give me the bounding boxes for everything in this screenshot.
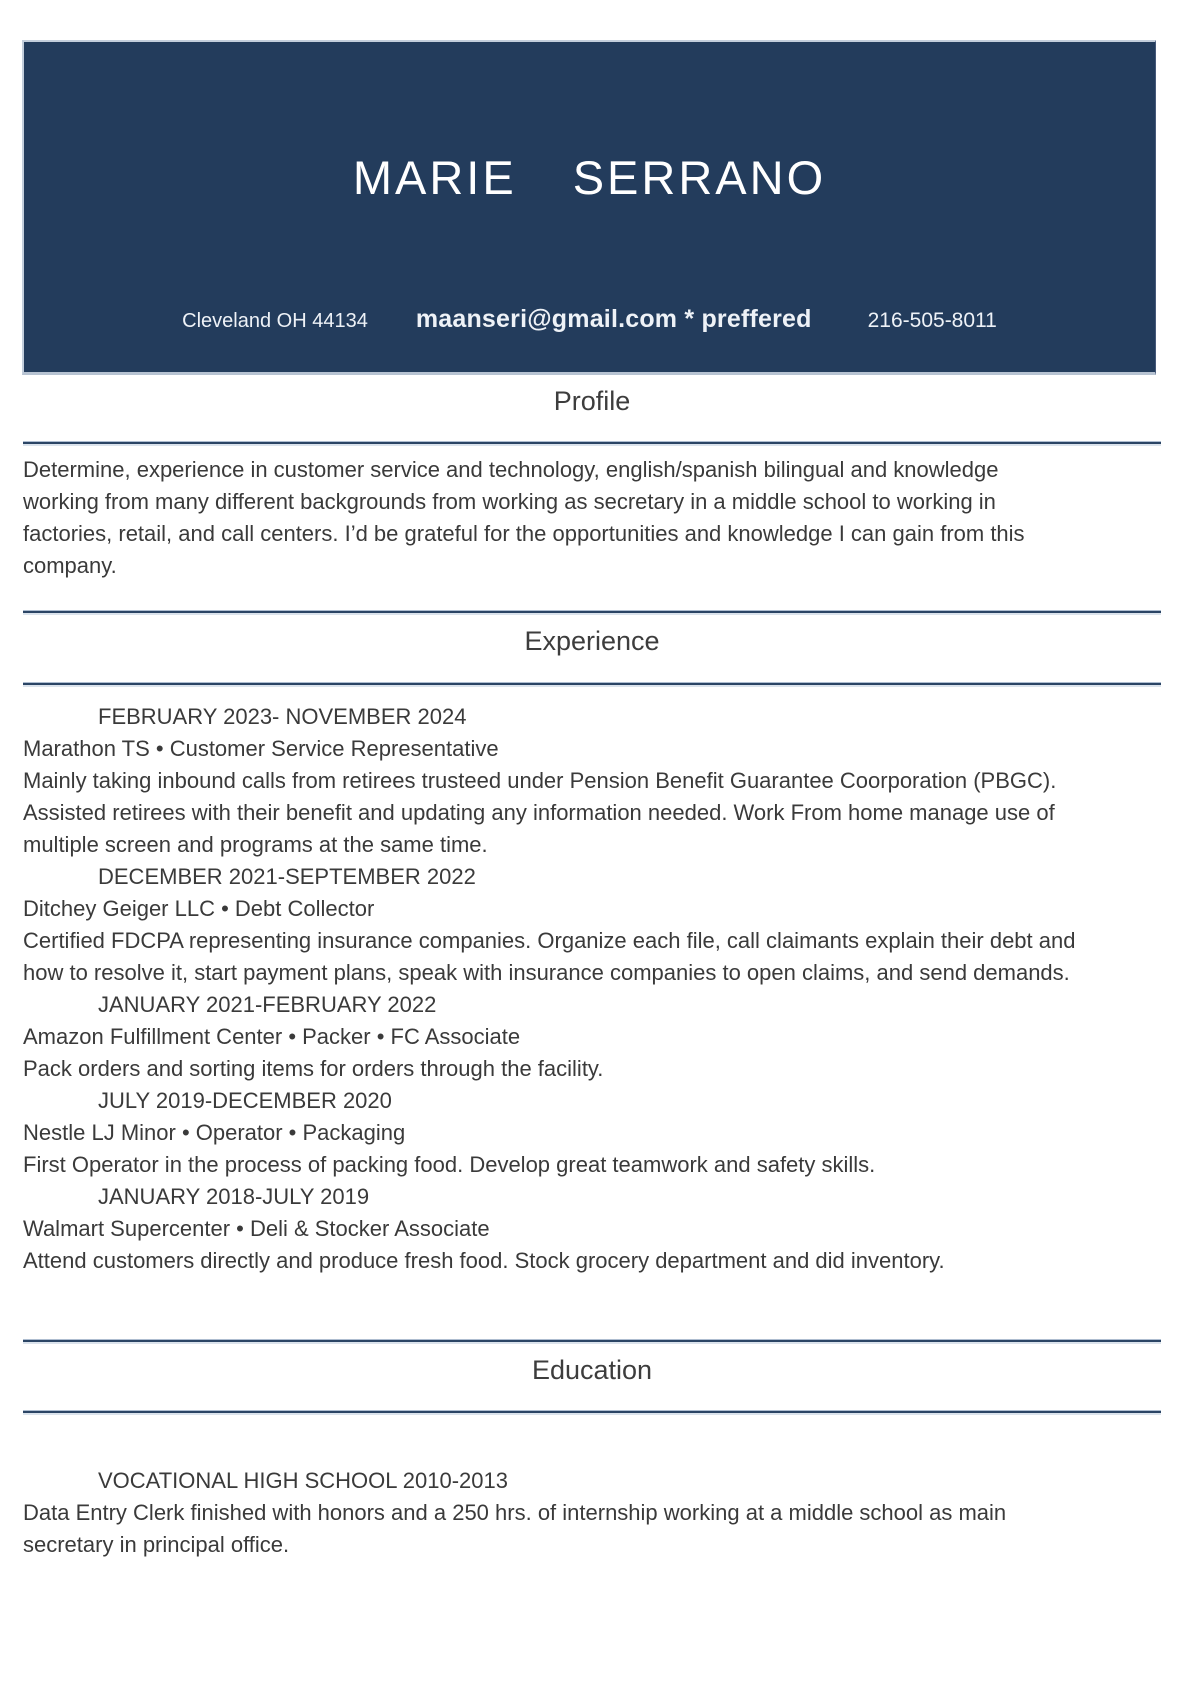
location-text: Cleveland OH 44134 — [182, 310, 368, 332]
experience-entry — [23, 989, 1161, 1085]
experience-entry — [23, 861, 1161, 989]
header-panel — [22, 40, 1156, 375]
entry-description: Certified FDCPA representing insurance companies. Organize each file, call claimants explain their debt and how to resolve it, start payment plans, speak with insurance companies to open claims, and send demands. — [23, 928, 1076, 985]
contact-row — [24, 305, 1155, 334]
phone-text: 216-505-8011 — [867, 309, 997, 332]
entry-dates: JANUARY 2021-FEBRUARY 2022 — [98, 992, 437, 1017]
entry-description: First Operator in the process of packing food. Develop great teamwork and safety skills. — [23, 1152, 876, 1177]
section-divider — [23, 682, 1161, 687]
entry-description: Pack orders and sorting items for orders through the facility. — [23, 1056, 604, 1081]
section-divider — [23, 1339, 1161, 1344]
entry-title: Amazon Fulfillment Center • Packer • FC Associate — [23, 1024, 521, 1049]
section-divider — [23, 610, 1161, 615]
entry-dates: VOCATIONAL HIGH SCHOOL 2010-2013 — [98, 1468, 508, 1493]
profile-text: Determine, experience in customer service and technology, english/spanish bilingual and knowledge working from many different backgrounds from working as secretary in a middle school to working in factories, retail, and call centers. I’d be grateful for the opportunities and knowledge I can gain from this company. — [23, 457, 1025, 578]
experience-entry — [23, 1085, 1161, 1181]
entry-description: Attend customers directly and produce fresh food. Stock grocery department and did inventory. — [23, 1248, 945, 1273]
entry-dates: JANUARY 2018-JULY 2019 — [98, 1184, 370, 1209]
section-divider — [23, 441, 1161, 446]
entry-title: Walmart Supercenter • Deli & Stocker Associate — [23, 1216, 490, 1241]
first-name: MARIE — [352, 151, 517, 204]
resume-body — [23, 383, 1161, 1561]
entry-title: Ditchey Geiger LLC • Debt Collector — [23, 896, 375, 921]
entry-dates: JULY 2019-DECEMBER 2020 — [98, 1088, 392, 1113]
profile-heading: Profile — [553, 386, 631, 416]
experience-entry — [23, 1181, 1161, 1277]
education-list — [23, 1465, 1161, 1561]
last-name: SERRANO — [572, 151, 827, 204]
email-text: maanseri@gmail.com * preffered — [415, 305, 812, 333]
entry-title: Nestle LJ Minor • Operator • Packaging — [23, 1120, 406, 1145]
entry-title: Marathon TS • Customer Service Representative — [23, 736, 499, 761]
section-divider — [23, 1410, 1161, 1415]
experience-list — [23, 701, 1161, 1277]
experience-entry — [23, 701, 1161, 861]
entry-dates: DECEMBER 2021-SEPTEMBER 2022 — [98, 864, 476, 889]
entry-dates: FEBRUARY 2023- NOVEMBER 2024 — [98, 704, 467, 729]
entry-description: Mainly taking inbound calls from retirees trusteed under Pension Benefit Guarantee Coorporation (PBGC). Assisted retirees with their benefit and updating any information needed. Work From home manage use of multiple screen and programs at the same time. — [23, 768, 1057, 857]
candidate-name — [353, 150, 826, 205]
experience-heading: Experience — [524, 626, 660, 656]
entry-description: Data Entry Clerk finished with honors and a 250 hrs. of internship working at a middle school as main secretary in principal office. — [23, 1500, 1007, 1557]
education-heading: Education — [531, 1355, 653, 1385]
education-entry — [23, 1465, 1161, 1561]
